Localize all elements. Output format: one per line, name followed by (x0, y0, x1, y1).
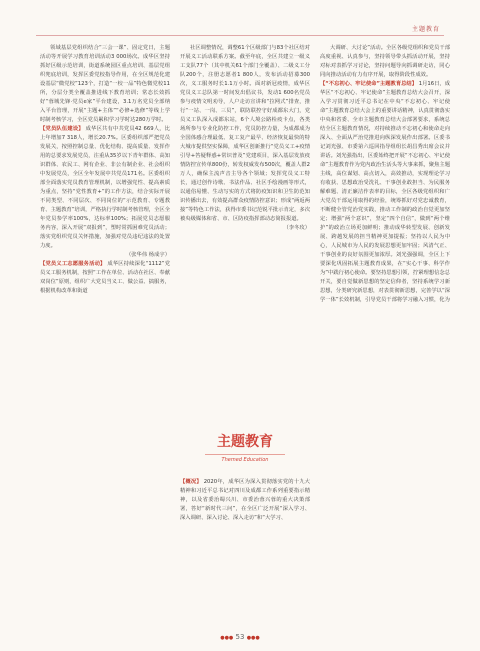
column-left (40, 44, 170, 296)
section-overview (180, 478, 310, 523)
page-number-value: 53 (235, 633, 245, 641)
section-body: 2020年，成华区为深入贯彻落实党的十九大精神和习近平总书记对四川及成都工作系列重要指示精神，以及省委治蜀兴川、市委治蓉兴蓉的重大决策部署，答好“新时代三问”，在全区广泛开展“深入学习、深入调研、深入讨论、深入走访”和“大学习、 (180, 479, 310, 521)
author-credit: （张华伟 杨成宇） (125, 252, 170, 258)
paragraph: 社区调整情况，调整61个区级部门与83个社区结对开展义工活动联系方案。截至年底，全区共建立一级义工支队77个（其中机关61个部门全覆盖）、二级义工分队200个，注册志愿者1 800人，发布活动招募300次，义工服务时长1.1万小时。面对新冠疫情，成华区党员义工总队第一时间发出倡议书，发动1 600名党员参与疫情文明劝导，人户走访宣讲和“拉网式”排查，推行“一站、一岗、三员”，联防联控守好成都东大门，党员义工队深入成都东站，6个人境公路检疫卡点，各类场所参与专业化防控工作，党员防控力量，为成都成为全国体感合理最低、复工复产最早、经济恢复最快的特大城市提供坚实保障，成华区创新推行“党员义工+疫情引导+答疑释惑+常识普及”党建项目，深入基层发放疫情防控宣传单800份，转发权威发布500次，覆盖人群2万人，确保主流声音主导各个领域；发挥党员义工特长，通过创作诗歌、书法作品、社区手绘漫画等形式，以通俗易懂、生动写实的方式将防疫知识和卫生防范知识传播出去，有效提高群众疫情防控意识；形成“两返两接”等特色工作法，获得市委书记范锐平批示肯定，多次被央级媒体和省、市、区防疫指挥部动态简报报道。 (180, 45, 310, 222)
dots-right-icon: ●●● (246, 635, 260, 641)
section-summary (320, 80, 450, 305)
paragraph: 大调研、大讨论”活动。全区各级党组织和党员干部高度重视、认真参与，坚持领导带头抓活动开展，坚持对标对表抓学习讨论，坚持问题导向抓调研走访，同心同向推动活动有力有序开展，取得阶段性成效。 (320, 45, 450, 78)
section-body: 1月16日，成华区“不忘初心、牢记使命”主题教育总结大会召开，深入学习贯彻习近平总书记在中央“不忘初心、牢记使命”主题教育总结大会上的重要讲话精神，认真贯彻落实中央和省委、全市主题教育总结大会部署要求，系统总结全区主题教育情况，对持续推动不忘初心和使命走向深入、全面从严治党推进向纵深发展作出部署。区委书记刘光强、市委第六巡回指导组组长胡昌秀出席会议并讲话。刘光强指出，区委始终把开展“不忘初心、牢记使命”主题教育作为党内政治生活头等大事来抓，聚焦主题主线，高位谋划、高点切入，高效推动，实现理论学习有收获、思想政治受洗礼、干事创业敢担当、为民服务解难题、清正廉洁作表率的目标，全区各级党组织和广大党员干部运用取得的经验，统筹抓好对党忠诚教育，不断健全管党治党实践，推动工作制的政治自觉更加坚定；增强“两个意识”，坚定“四个自信”，做到“两个维护”的政治立场更加鲜明；推动成华转型发展、创新发展、跨越发展的担当精神更加提振；坚持以人民为中心，人民城市为人民的发展思想更加牢固；风清气正、干事创业的良好氛围更加浓厚。刘光强强调，全区上下要深化巩固拓展主题教育成果，在“实心干事、科学作为”中践行初心使命。要坚持思想引领，拧紧理想信念总开关，要自觉做新思想的坚定信仰者，坚持系统学习新思想，分类研究新思想，对表贯彻新思想，完善学以“深学一体”长效机制，引导党员干部将学习融入习惯，化为 (320, 81, 450, 303)
theme-subtitle: Themed Education (221, 457, 269, 463)
header-divider (36, 35, 444, 36)
section-heading: 【党员义工志愿服务活动】 (40, 261, 106, 267)
theme-banner (180, 425, 310, 465)
author-credit: （李冬玫） (283, 225, 310, 231)
theme-divider (205, 454, 285, 455)
column-middle-lower (180, 478, 310, 523)
section-party-members (40, 125, 170, 251)
column-right (320, 44, 450, 305)
section-heading: 【“不忘初心、牢记使命”主题教育总结】 (320, 81, 418, 87)
section-heading: 【党员队伍建设】 (40, 126, 84, 132)
section-tag: 主题教育 (411, 26, 440, 33)
section-body: 成华区共有中共党员42 669人，比上年增加7 318人，增长20.7%。区委组织部严把党员发展关，按照控制总量、优化结构、提高质量、发挥作用的总要求发展党员，注重从35岁以下青年群体、高知识群体、农民工、网有企业、非公有制企业、社会组织中发展党员，全区全年发展中共党员171名。区委组织部全面落实党员教育管理机制，以增强党性、提高素质为重点，坚持“党性教育+”的工作方法，结合实际开展不同类型、不同层次、不同岗位的“示范教育、专题教育、主题教育”培训，严格执行学时制考核管理，全区全年党员参学率100%，达标率100%；拓展党员志愿服务内容，深入开展“双报到”，塑时常抓困难党员活动；落实党组织党员关怀措施，加强对党员违纪违法的处置力度。 (40, 126, 170, 249)
column-middle (180, 44, 310, 233)
theme-title: 主题教育 (217, 434, 273, 450)
paragraph: 领域基层党组织结合“三会一课”、固定党日，主题活动等开展学习教育培训活动3 000场次。成华区坚持抓好区级示范培训，街道系统园区重点培训、基层党组织兜底培训，发挥区委党校指导作用，在全区规范化建设基层“微党校”123个，打造“一校一品”特色微党校11所，分层分类全覆盖推进线下教育培训；常态长效抓好“蓉城先锋·党员e家”平台建设，3.1万名党员全部纳入平台管理，开展“主题+主体”“必修+选修”等线上学时制考核学习，全区党员累积学习学时达280万学时。 (40, 45, 170, 123)
dots-left-icon: ●●● (220, 635, 234, 641)
section-volunteer (40, 260, 170, 296)
section-body: 成华区持续深化“1112”党员义工服务机制，按照“工作在单位、活动在社区、奉献双岗位”原则，组织广大党员当义工、做公益、搞服务，根据机构改革和街道 (40, 261, 170, 294)
page-header (0, 0, 480, 40)
section-heading: 【概况】 (180, 479, 202, 485)
page-number (0, 633, 480, 641)
